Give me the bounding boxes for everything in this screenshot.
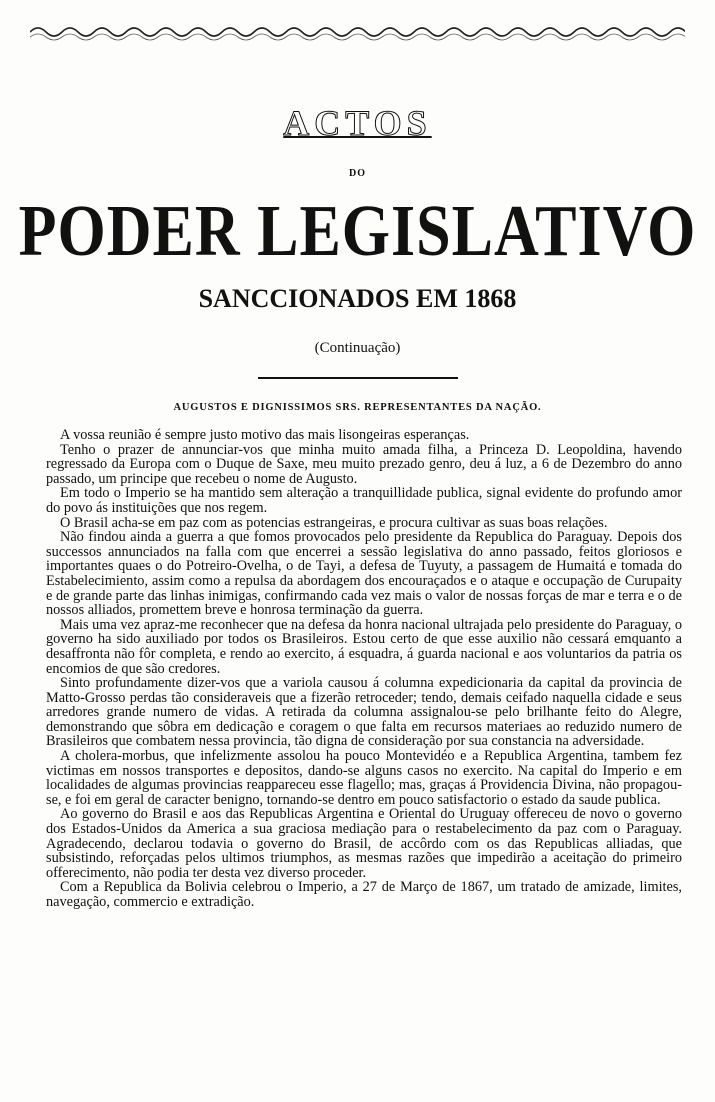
paragraph: Não findou ainda a guerra a que fomos provocados pelo presidente da Republica do Paraguay. Depois dos successos annunciados na falla com que encerrei a sessão legislativa do anno passado, feitos gloriosos e importantes quaes o do Potreiro-Ovelha, o de Tayi, a defesa de Tuyuty, a passagem de Humaitá e tomada do Estabelecimiento, assim como a repulsa da abordagem dos encouraçados e o ataque e occupação de Curupaity e de grande parte das linhas inimigas, confirmando cada vez mais o valor de nossas forças de mar e terra e o de nossos alliados, promettem breve e honrosa terminação da guerra. [46,529,682,619]
page-subtitle: SANCCIONADOS EM 1868 [198,284,517,313]
paragraph: A vossa reunião é sempre justo motivo das mais lisongeiras esperanças. [60,427,470,443]
paragraph: Em todo o Imperio se ha mantido sem alteração a tranquillidade publica, signal evidente do profundo amor do povo ás instituições que nos regem. [46,485,682,516]
salutation-heading: AUGUSTOS E DIGNISSIMOS SRS. REPRESENTANTES DA NAÇÃO. [173,402,542,413]
title-connector: DO [349,168,366,179]
paragraph: A cholera-morbus, que infelizmente assolou ha pouco Montevidéo e a Republica Argentina, tambem fez victimas em nossos transportes e depositos, dando-se alguns casos no exercito. Na capital do Imperio e em localidades de algumas provincias reappareceu esse flagello; mas, graças á Providencia Divina, não propagou-se, e foi em geral de caracter benigno, tornando-se dentro em pouco satisfactorio o estado da saude publica. [46,748,682,808]
paragraph: O Brasil acha-se em paz com as potencias estrangeiras, e procura cultivar as suas boas relações. [60,514,608,531]
paragraph: Mais uma vez apraz-me reconhecer que na defesa da honra nacional ultrajada pelo presidente do Paraguay, o governo ha sido auxiliado por todos os Brasileiros. Estou certo de que esse auxilio não cessará emquanto a desaffronta não fôr completa, e rendo ao exercito, á esquadra, á guarda nacional e aos voluntarios da patria os encomios de que são credores. [46,616,682,677]
paragraph: Sinto profundamente dizer-vos que a variola causou á columna expedicionaria da capital da provincia de Matto-Grosso perdas tão consideraveis que a fizerão retroceder; tendo, demais ceifado naquella cidade e seus arredores grande numero de vidas. A retirada da columna assignalou-se pelo brilhante feito do Alegre, demonstrando que sôbra em dedicação e coragem o que falta em recursos materiaes ao reduzido numero de Brasileiros que combatem nessa provincia, tão digna de consideração por sua constancia na adversidade. [46,675,682,750]
decorative-wave-border [30,14,685,44]
speech-body [46,428,682,910]
section-divider [258,377,458,379]
paragraph: Tenho o prazer de annunciar-vos que minha muito amada filha, a Princeza D. Leopoldina, havendo regressado da Europa com o Duque de Saxe, meu muito prezado genro, deu á luz, a 6 de Dezembro do anno passado, um principe que recebeu o nome de Augusto. [46,441,682,487]
paragraph: Ao governo do Brasil e aos das Republicas Argentina e Oriental do Uruguay offereceu de novo o governo dos Estados-Unidos da America a sua graciosa mediação para o restabelecimento da paz com o Paraguay. Agradecendo, declarou todavia o governo do Brasil, de accôrdo com os das Republicas alliadas, que subsistindo, reforçadas pelos ultimos triumphos, as mesmas razões que impedirão a aceitação do primeiro offerecimento, não podia ter desta vez diverso proceder. [46,806,682,881]
page-title: PODER LEGISLATIVO [18,191,697,272]
continuation-note: (Continuação) [314,340,401,356]
title-actos: ACTOS [283,103,432,143]
paragraph: Com a Republica da Bolivia celebrou o Imperio, a 27 de Março de 1867, um tratado de amizade, limites, navegação, commercio e extradição. [46,879,682,910]
